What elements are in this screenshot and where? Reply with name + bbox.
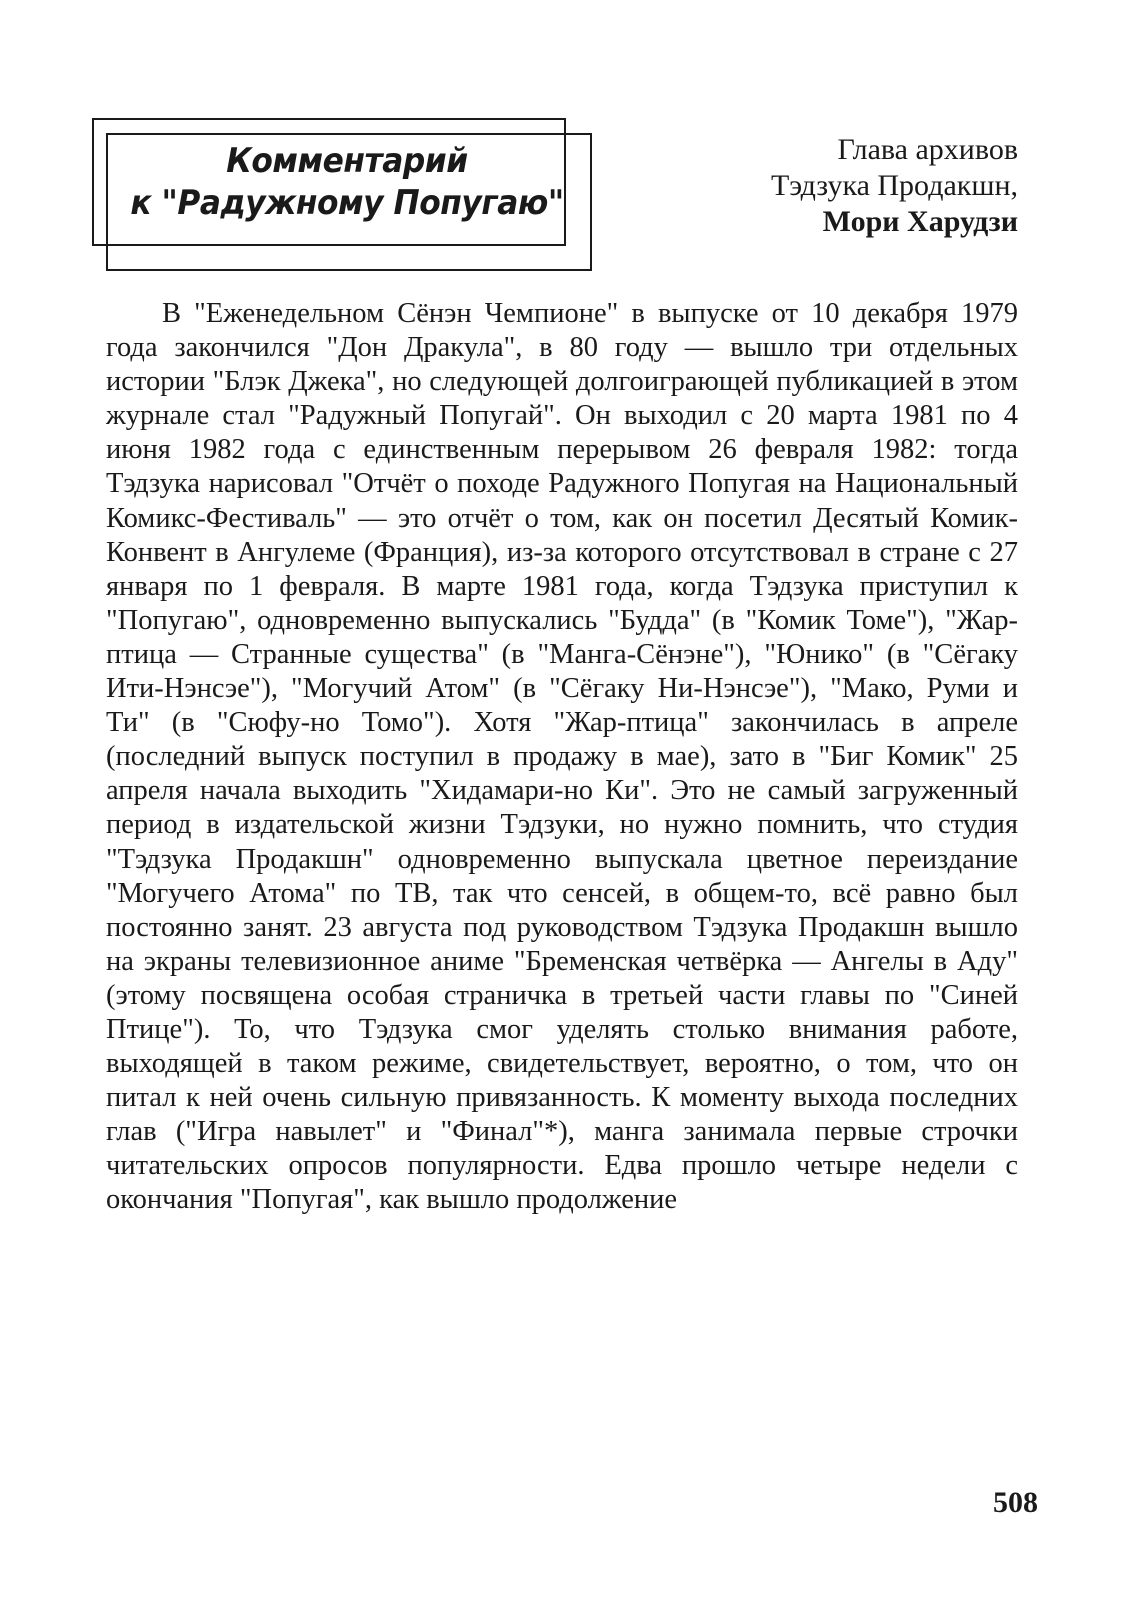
byline-author: Мори Харудзи	[822, 205, 1018, 238]
article-paragraph: В "Еженедельном Сёнэн Чемпионе" в выпуске от 10 декабря 1979 года закончился "Дон Дракула", в 80 году — вышло три отдельных истории "Блэк Джека", но следующей долгоиграющей публикацией в этом журнале стал "Радужный Попугай". Он выходил с 20 марта 1981 по 4 июня 1982 года с единственным перерывом 26 февраля 1982: тогда Тэдзука нарисовал "Отчёт о походе Радужного Попугая на Национальный Комикс-Фестиваль" — это отчёт о том, как он посетил Десятый Комик-Конвент в Ангулеме (Франция), из-за которого отсутствовал в стране с 27 января по 1 февраля. В марте 1981 года, когда Тэдзука приступил к "Попугаю", одновременно выпускались "Будда" (в "Комик Томе"), "Жар-птица — Странные существа" (в "Манга-Сёнэне"), "Юнико" (в "Сёгаку Ити-Нэнсэе"), "Могучий Атом" (в "Сёгаку Ни-Нэнсэе"), "Мако, Руми и Ти" (в "Сюфу-но Томо"). Хотя "Жар-птица" закончилась в апреле (последний выпуск поступил в продажу в мае), зато в "Биг Комик" 25 апреля начала выходить "Хидамари-но Ки". Это не самый загруженный период в издательской жизни Тэдзуки, но нужно помнить, что студия "Тэдзука Продакшн" одновременно выпускала цветное переиздание "Могучего Атома" по ТВ, так что сенсей, в общем-то, всё равно был постоянно занят. 23 августа под руководством Тэдзука Продакшн вышло на экраны телевизионное аниме "Бременская четвёрка — Ангелы в Аду" (этому посвящена особая страничка в третьей части главы по "Синей Птице"). То, что Тэдзука смог уделять столько внимания работе, выходящей в таком режиме, свидетельствует, вероятно, о том, что он питал к ней очень сильную привязанность. К моменту выхода последних глав ("Игра навылет" и "Финал"*), манга занимала первые строчки читательских опросов популярности. Едва прошло четыре недели с окончания "Попугая", как вышло продолжение	[106, 298, 1018, 1216]
page-number: 508	[993, 1486, 1038, 1519]
page-title-line-1: Комментарий	[226, 141, 468, 181]
byline	[771, 132, 1018, 240]
page-title-line-2: к "Радужному Попугаю"	[130, 183, 564, 223]
byline-organization: Тэдзука Продакшн,	[770, 169, 1018, 202]
page-title	[125, 140, 568, 224]
byline-position: Глава архивов	[837, 133, 1018, 166]
